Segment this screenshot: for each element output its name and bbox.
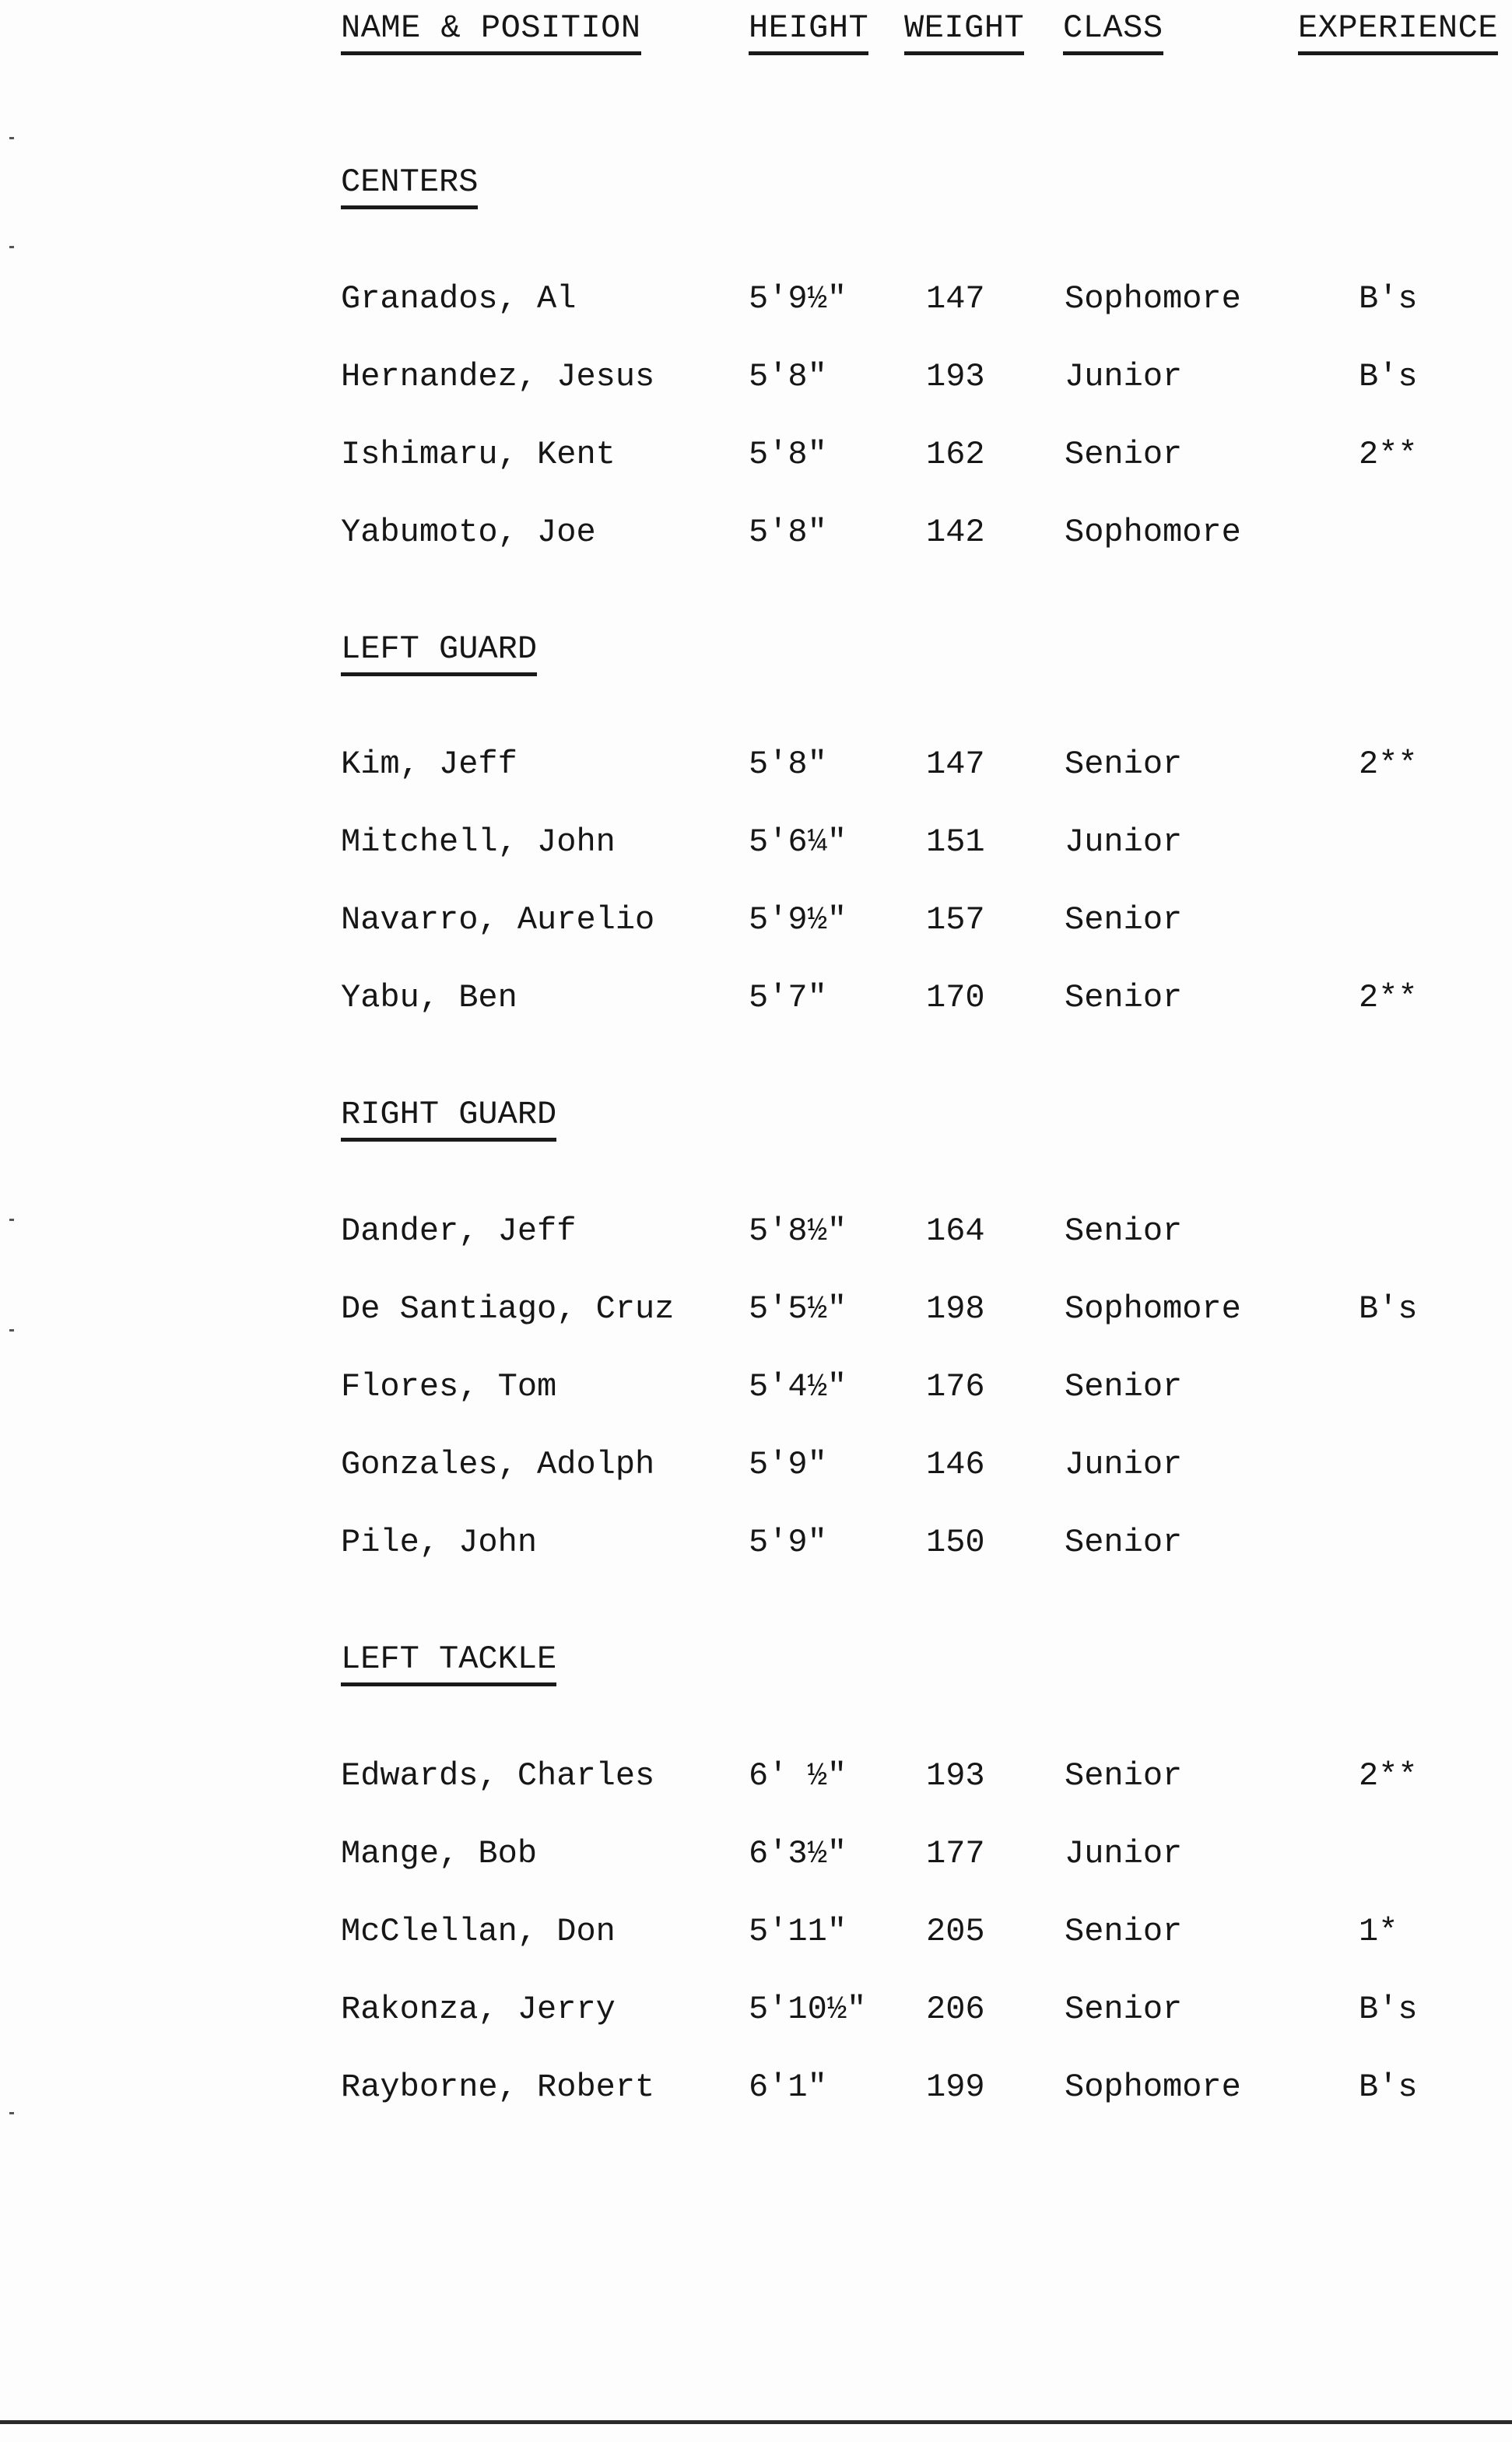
- player-weight: 151: [926, 823, 985, 861]
- player-weight: 193: [926, 1757, 985, 1795]
- header-name-position: NAME & POSITION: [341, 8, 641, 55]
- player-name: McClellan, Don: [341, 1913, 616, 1950]
- scan-mark: [9, 246, 14, 248]
- player-class: Senior: [1065, 979, 1183, 1016]
- player-class: Sophomore: [1065, 1290, 1241, 1328]
- player-experience: B's: [1359, 1991, 1418, 2028]
- player-height: 5'8": [749, 746, 827, 783]
- player-height: 5'6¼": [749, 823, 847, 861]
- player-class: Senior: [1065, 1212, 1183, 1250]
- player-height: 5'5½": [749, 1290, 847, 1328]
- player-height: 5'9½": [749, 901, 847, 939]
- player-class: Sophomore: [1065, 514, 1241, 551]
- section-title-centers: CENTERS: [341, 162, 478, 209]
- player-weight: 162: [926, 436, 985, 473]
- player-weight: 193: [926, 358, 985, 395]
- player-name: Yabu, Ben: [341, 979, 517, 1016]
- player-height: 5'8": [749, 436, 827, 473]
- player-weight: 205: [926, 1913, 985, 1950]
- player-height: 5'8": [749, 358, 827, 395]
- scan-mark: [9, 1329, 14, 1332]
- player-weight: 198: [926, 1290, 985, 1328]
- player-class: Junior: [1065, 823, 1183, 861]
- player-name: Rakonza, Jerry: [341, 1991, 616, 2028]
- player-height: 5'4½": [749, 1368, 847, 1405]
- player-class: Junior: [1065, 1446, 1183, 1483]
- player-class: Senior: [1065, 901, 1183, 939]
- player-class: Senior: [1065, 436, 1183, 473]
- scan-mark: [9, 1219, 14, 1221]
- player-experience: B's: [1359, 2068, 1418, 2106]
- player-class: Senior: [1065, 1913, 1183, 1950]
- player-weight: 142: [926, 514, 985, 551]
- player-height: 5'7": [749, 979, 827, 1016]
- player-name: Flores, Tom: [341, 1368, 557, 1405]
- player-name: Pile, John: [341, 1524, 538, 1561]
- player-weight: 206: [926, 1991, 985, 2028]
- section-title-right-guard: RIGHT GUARD: [341, 1094, 556, 1142]
- player-name: Edwards, Charles: [341, 1757, 655, 1795]
- player-name: Gonzales, Adolph: [341, 1446, 655, 1483]
- player-weight: 199: [926, 2068, 985, 2106]
- header-class: CLASS: [1063, 8, 1163, 55]
- section-title-left-tackle: LEFT TACKLE: [341, 1639, 556, 1686]
- player-experience: B's: [1359, 358, 1418, 395]
- player-class: Senior: [1065, 1991, 1183, 2028]
- player-name: Navarro, Aurelio: [341, 901, 655, 939]
- player-height: 6' ½": [749, 1757, 847, 1795]
- player-name: Mitchell, John: [341, 823, 616, 861]
- player-experience: 2**: [1359, 436, 1418, 473]
- player-weight: 170: [926, 979, 985, 1016]
- player-name: Kim, Jeff: [341, 746, 517, 783]
- player-weight: 157: [926, 901, 985, 939]
- player-experience: 2**: [1359, 746, 1418, 783]
- player-class: Sophomore: [1065, 280, 1241, 318]
- player-experience: 2**: [1359, 979, 1418, 1016]
- player-name: Yabumoto, Joe: [341, 514, 596, 551]
- header-height: HEIGHT: [749, 8, 868, 55]
- player-weight: 146: [926, 1446, 985, 1483]
- player-class: Senior: [1065, 746, 1183, 783]
- player-weight: 147: [926, 746, 985, 783]
- player-height: 5'9½": [749, 280, 847, 318]
- header-weight: WEIGHT: [904, 8, 1024, 55]
- player-class: Sophomore: [1065, 2068, 1241, 2106]
- player-height: 5'10½": [749, 1991, 867, 2028]
- player-experience: B's: [1359, 1290, 1418, 1328]
- player-height: 5'8½": [749, 1212, 847, 1250]
- player-height: 6'3½": [749, 1835, 847, 1872]
- player-height: 5'8": [749, 514, 827, 551]
- player-name: Mange, Bob: [341, 1835, 538, 1872]
- player-weight: 150: [926, 1524, 985, 1561]
- player-class: Senior: [1065, 1524, 1183, 1561]
- player-name: Rayborne, Robert: [341, 2068, 655, 2106]
- player-experience: B's: [1359, 280, 1418, 318]
- header-experience: EXPERIENCE: [1298, 8, 1498, 55]
- player-weight: 177: [926, 1835, 985, 1872]
- player-weight: 147: [926, 280, 985, 318]
- player-height: 5'11": [749, 1913, 847, 1950]
- section-title-left-guard: LEFT GUARD: [341, 629, 537, 676]
- player-class: Junior: [1065, 358, 1183, 395]
- player-experience: 1*: [1359, 1913, 1398, 1950]
- player-weight: 176: [926, 1368, 985, 1405]
- scan-mark: [9, 137, 14, 139]
- player-weight: 164: [926, 1212, 985, 1250]
- player-name: Ishimaru, Kent: [341, 436, 616, 473]
- player-experience: 2**: [1359, 1757, 1418, 1795]
- player-class: Senior: [1065, 1757, 1183, 1795]
- player-height: 5'9": [749, 1446, 827, 1483]
- page-bottom-rule: [0, 2420, 1512, 2424]
- player-name: De Santiago, Cruz: [341, 1290, 675, 1328]
- player-class: Senior: [1065, 1368, 1183, 1405]
- player-name: Granados, Al: [341, 280, 577, 318]
- player-name: Dander, Jeff: [341, 1212, 577, 1250]
- player-height: 6'1": [749, 2068, 827, 2106]
- player-name: Hernandez, Jesus: [341, 358, 655, 395]
- player-class: Junior: [1065, 1835, 1183, 1872]
- player-height: 5'9": [749, 1524, 827, 1561]
- scan-mark: [9, 2112, 14, 2114]
